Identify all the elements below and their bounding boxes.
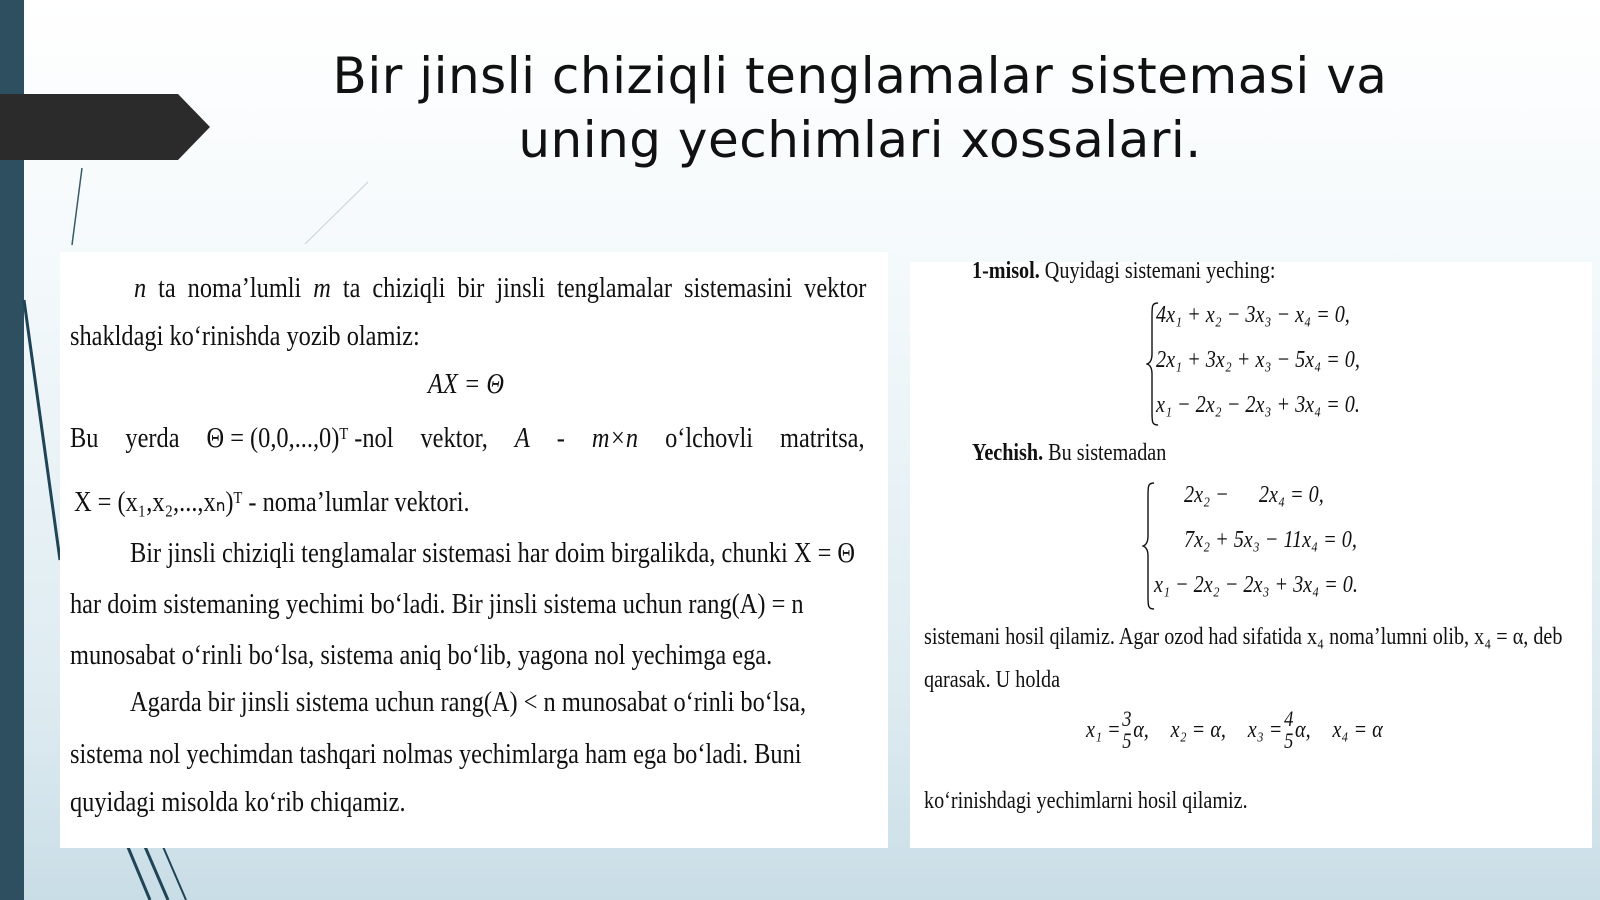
fraction-3-5: [1122, 708, 1131, 752]
word: n: [134, 272, 147, 304]
example-heading: [972, 258, 1275, 285]
p4-line2: sistema nol yechimdan tashqari nolmas yechimlarga ham ega bo‘ladi. Buni: [70, 738, 802, 770]
final-line: ko‘rinishdagi yechimlarni hosil qilamiz.: [924, 788, 1248, 814]
word: vektor,: [420, 422, 488, 454]
word: chiziqli: [372, 272, 446, 304]
system2-eq1: 2x₂ − 2x₄ = 0,: [1184, 482, 1324, 508]
p4-line1: Agarda bir jinsli sistema uchun rang(A) < n munosabat o‘rinli bo‘lsa,: [130, 686, 807, 718]
word: matritsa,: [780, 422, 865, 454]
system1-eq1: 4x₁ + x₂ − 3x₃ − x₄ = 0,: [1156, 302, 1350, 328]
p2-line1: [70, 422, 865, 455]
system1-eq3: x₁ − 2x₂ − 2x₃ + 3x₄ = 0.: [1156, 392, 1360, 418]
p1-line1: [134, 272, 866, 305]
word: jinsli: [496, 272, 546, 304]
frac-num: 3: [1122, 706, 1132, 731]
solution-formula: [1086, 708, 1383, 752]
sol-x3-prefix: x₃ =: [1247, 716, 1283, 743]
p2-line2: X = (x₁,x₂,...,xₙ)ᵀ - noma’lumlar vektori.: [74, 486, 470, 518]
word: yerda: [125, 422, 180, 454]
system2-eq2: 7x₂ + 5x₃ − 11x₄ = 0,: [1184, 527, 1357, 553]
text-after-system2: sistemani hosil qilamiz. Agar ozod had sifatida x₄ noma’lumni olib, x₄ = α, deb: [924, 624, 1563, 650]
word: ta: [342, 272, 361, 304]
slide-title: [330, 44, 1390, 172]
word: Bu: [70, 422, 99, 454]
title-line-2: uning yechimlari xossalari.: [518, 111, 1202, 169]
equation-ax: AX = Θ: [428, 368, 504, 400]
sol-x3-suffix: α,: [1295, 716, 1311, 743]
word: Θ = (0,0,...,0)ᵀ -nol: [206, 422, 394, 454]
word: bir: [457, 272, 485, 304]
sol-x1-suffix: α,: [1133, 716, 1149, 743]
word: vektor: [804, 272, 867, 304]
sol-x4: x₄ = α: [1332, 716, 1383, 743]
frac-num: 4: [1284, 706, 1294, 731]
word: m: [313, 272, 331, 304]
example-label: 1-misol.: [972, 258, 1040, 284]
word: A: [514, 422, 530, 454]
title-line-1: Bir jinsli chiziqli tenglamalar sistemasi va: [332, 47, 1388, 105]
example-text: Quyidagi sistemani yeching:: [1044, 258, 1276, 284]
word: o‘lchovli: [665, 422, 754, 454]
solution-text: Bu sistemadan: [1048, 440, 1167, 466]
p3-line3: munosabat o‘rinli bo‘lsa, sistema aniq bo‘lib, yagona nol yechimga ega.: [70, 639, 773, 671]
solution-label: Yechish.: [972, 440, 1044, 466]
word: sistemasini: [683, 272, 793, 304]
word: ta: [158, 272, 176, 304]
word: -: [556, 422, 565, 454]
word: m×n: [591, 422, 639, 454]
word: tenglamalar: [557, 272, 673, 304]
sol-x2: x₂ = α,: [1170, 716, 1226, 743]
p4-line3: quyidagi misolda ko‘rib chiqamiz.: [70, 786, 406, 818]
title-arrow-shape: [0, 94, 210, 160]
p1-line2: shakldagi ko‘rinishda yozib olamiz:: [70, 320, 420, 352]
system1-eq2: 2x₁ + 3x₂ + x₃ − 5x₄ = 0,: [1156, 347, 1360, 373]
word: noma’lumli: [187, 272, 302, 304]
frac-den: 5: [1122, 728, 1132, 753]
p3-line2: har doim sistemaning yechimi bo‘ladi. Bir jinsli sistema uchun rang(A) = n: [70, 588, 804, 620]
text-qarasak: qarasak. U holda: [924, 667, 1061, 693]
system2-eq3: x₁ − 2x₂ − 2x₃ + 3x₄ = 0.: [1154, 572, 1358, 598]
frac-den: 5: [1284, 728, 1294, 753]
sol-x1-prefix: x₁ =: [1086, 716, 1121, 743]
fraction-4-5: [1284, 708, 1293, 752]
solution-heading: [972, 440, 1166, 467]
p3-line1: Bir jinsli chiziqli tenglamalar sistemasi har doim birgalikda, chunki X = Θ: [130, 537, 856, 569]
